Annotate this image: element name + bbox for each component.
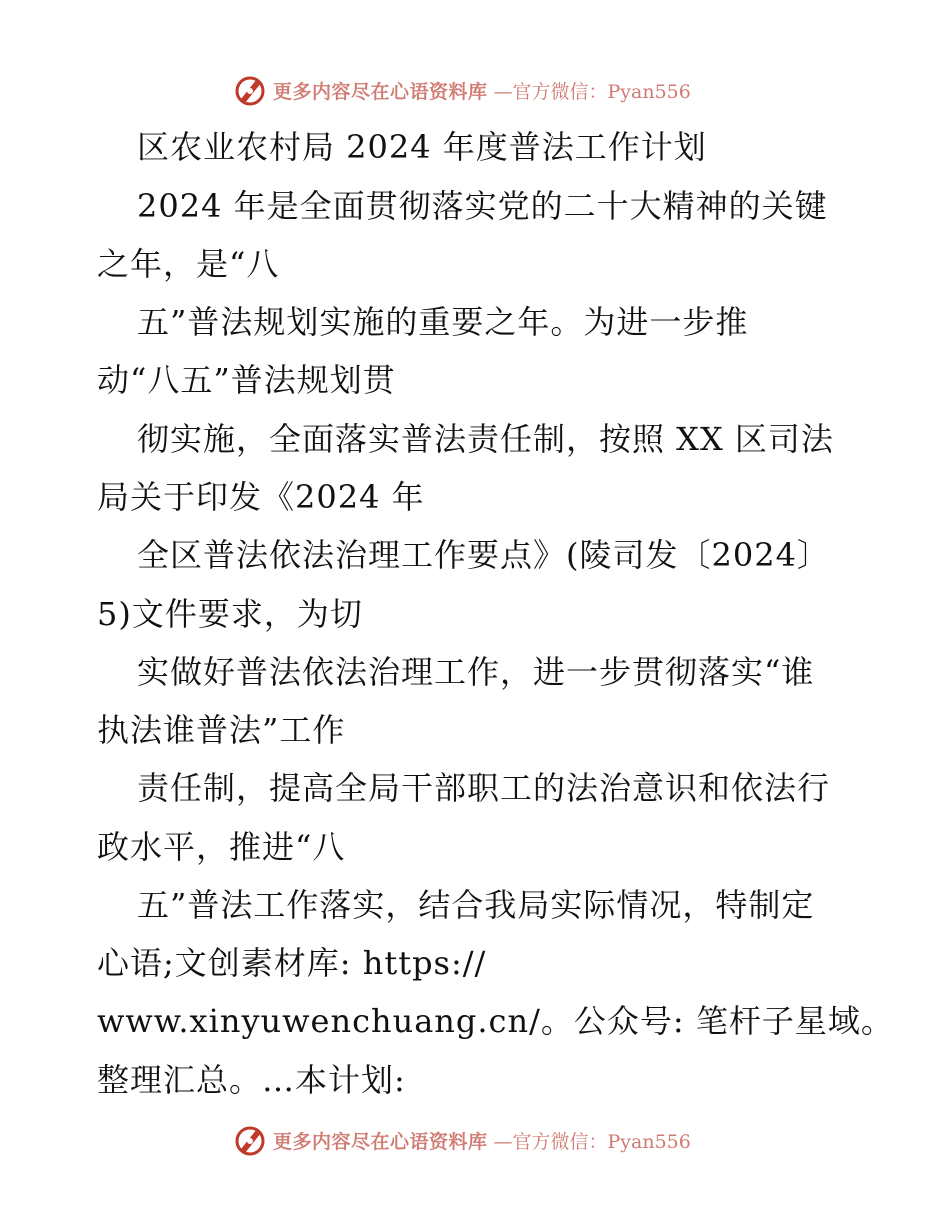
- document-line: 彻实施，全面落实普法责任制，按照 XX 区司法: [137, 420, 834, 458]
- banner-wechat-text: —官方微信：Pyan556: [493, 80, 691, 103]
- pen-logo-icon: [233, 73, 267, 107]
- document-line: 心语;文创素材库: https://: [97, 944, 487, 982]
- document-line: 政水平，推进“八: [97, 828, 346, 866]
- document-line: 之年，是“八: [97, 245, 280, 283]
- document-line: 整理汇总。…本计划:: [97, 1061, 406, 1099]
- document-line: 责任制，提高全局干部职工的法治意识和依法行: [137, 769, 831, 807]
- document-line: 五”普法规划实施的重要之年。为进一步推: [137, 303, 749, 341]
- pen-logo-icon: [233, 1123, 267, 1157]
- footer-banner: [233, 1120, 691, 1160]
- banner-brand-text: 更多内容尽在心语资料库: [273, 80, 488, 103]
- document-line: www.xinyuwenchuang.cn/。公众号: 笔杆子星域。: [97, 1002, 894, 1040]
- document-line: 五”普法工作落实，结合我局实际情况，特制定: [137, 886, 815, 924]
- document-line: 实做好普法依法治理工作，进一步贯彻落实“谁: [137, 653, 815, 691]
- document-line: 执法谁普法”工作: [97, 711, 346, 749]
- document-title: 区农业农村局 2024 年度普法工作计划: [137, 128, 707, 166]
- document-line: 局关于印发《2024 年: [97, 478, 425, 516]
- banner-wechat-text: —官方微信：Pyan556: [493, 1130, 691, 1153]
- banner-brand-text: 更多内容尽在心语资料库: [273, 1130, 488, 1153]
- header-banner: [233, 70, 691, 110]
- document-line: 5)文件要求，为切: [97, 595, 363, 633]
- document-line: 2024 年是全面贯彻落实党的二十大精神的关键: [137, 187, 828, 225]
- document-line: 动“八五”普法规划贯: [97, 361, 396, 399]
- document-line: 全区普法依法治理工作要点》(陵司发〔2024〕: [137, 536, 830, 574]
